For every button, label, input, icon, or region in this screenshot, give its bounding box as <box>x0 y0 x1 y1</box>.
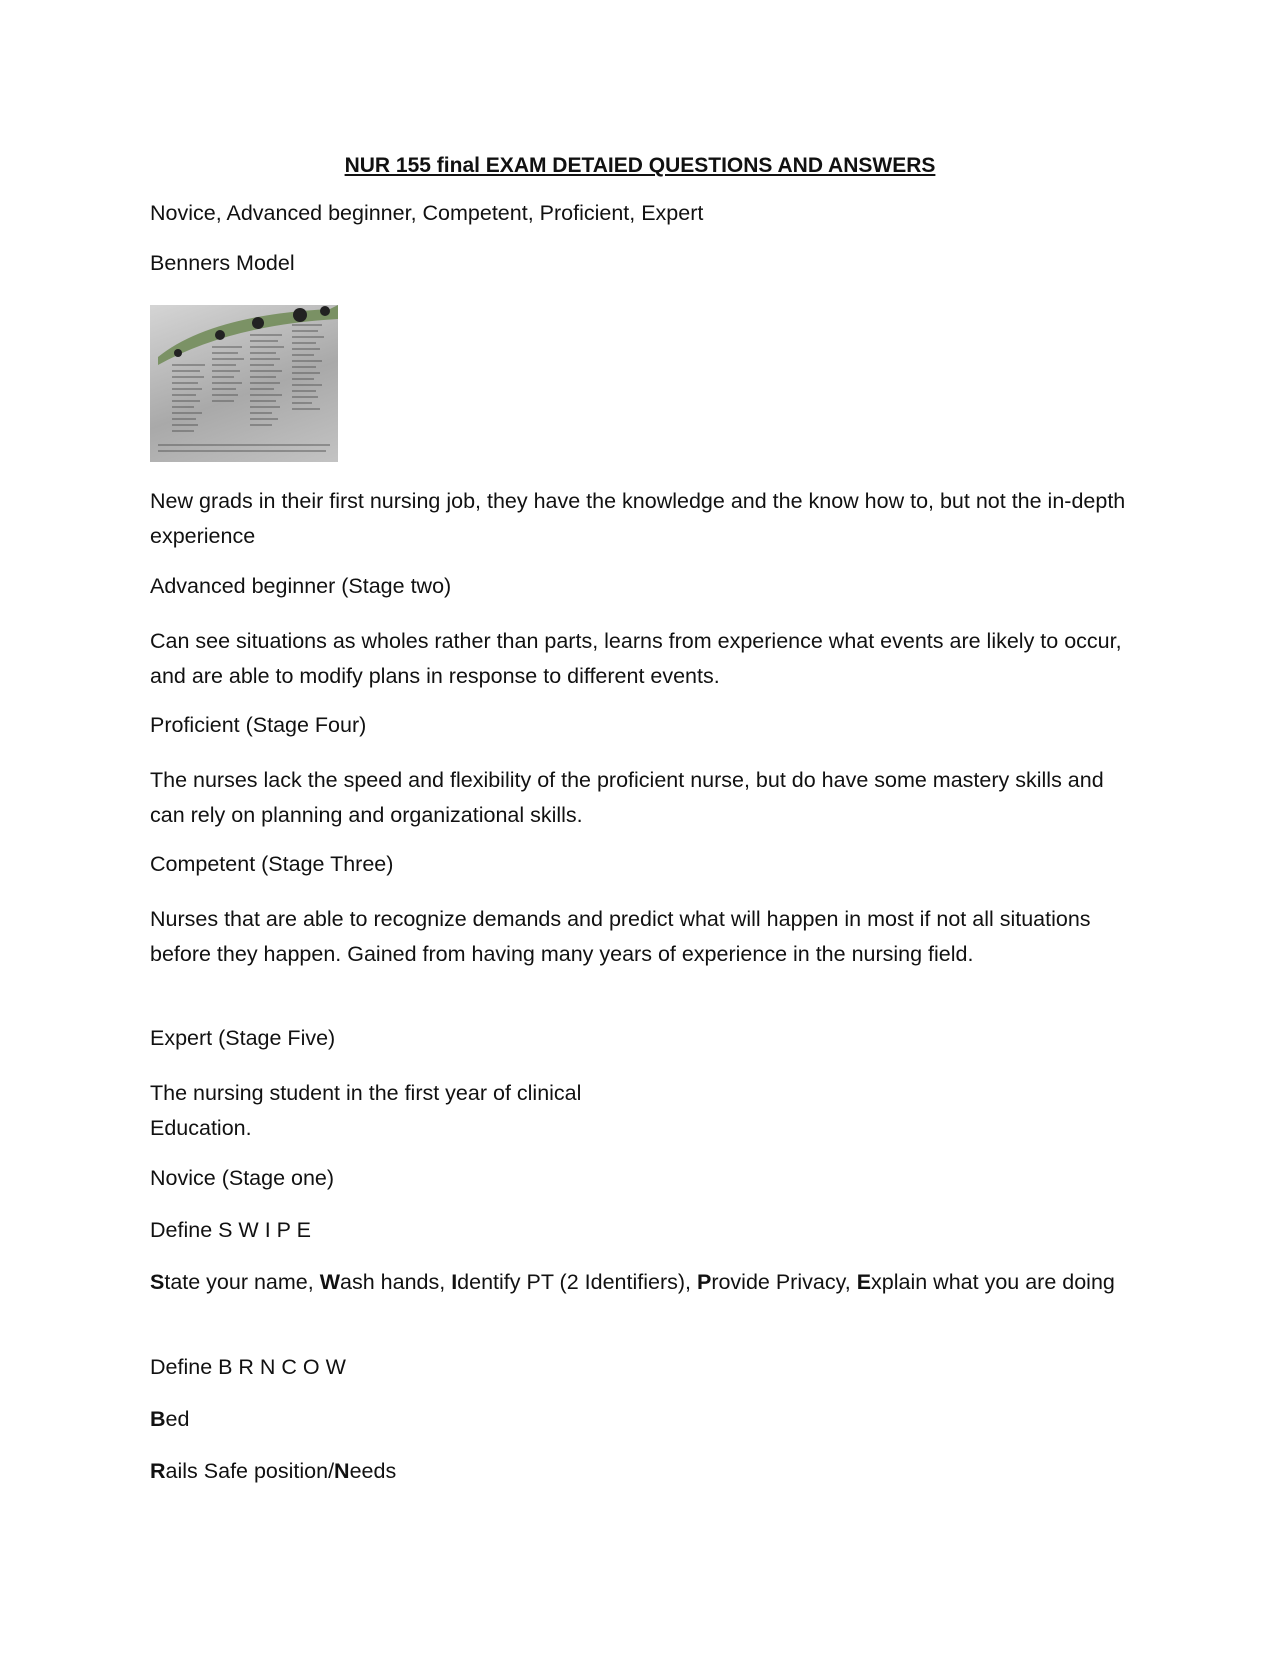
brncow-heading: Define B R N C O W <box>150 1355 346 1379</box>
swipe-heading: Define S W I P E <box>150 1218 311 1242</box>
swipe-w-rest: ash hands, <box>340 1270 452 1294</box>
swipe-e-letter: E <box>856 1270 872 1294</box>
benner-model-figure <box>150 305 338 462</box>
q5-text <box>150 1076 1140 1146</box>
benner-model-figure-drawing <box>150 305 338 462</box>
stages-list: Novice, Advanced beginner, Competent, Proficient, Expert <box>150 201 704 225</box>
brncow-n-letter: N <box>334 1459 350 1483</box>
q4-text: Nurses that are able to recognize demands and predict what will happen in most if not all situations before they happen. Gained from having many years of experience in the nursing field. <box>150 907 1091 966</box>
q5-answer: Novice (Stage one) <box>150 1166 335 1190</box>
brncow-bed <box>150 1402 1140 1437</box>
swipe-p-letter: P <box>696 1270 712 1294</box>
brncow-needs-rest: eeds <box>349 1459 397 1483</box>
brncow-b-letter: B <box>150 1407 166 1431</box>
brncow-r-letter: R <box>150 1459 166 1483</box>
model-label: Benners Model <box>150 251 295 275</box>
q4-answer: Expert (Stage Five) <box>150 1026 336 1050</box>
swipe-s-rest: tate your name, <box>164 1270 320 1294</box>
swipe-p-rest: rovide Privacy, <box>711 1270 857 1294</box>
brncow-rails-rest: ails Safe position/ <box>165 1459 335 1483</box>
swipe-i-letter: I <box>451 1270 458 1294</box>
swipe-s-letter: S <box>150 1270 165 1294</box>
swipe-w-letter: W <box>319 1270 341 1294</box>
swipe-definition <box>150 1265 1140 1300</box>
swipe-i-rest: dentify PT (2 Identifiers), <box>457 1270 697 1294</box>
q3-answer: Competent (Stage Three) <box>150 852 394 876</box>
q1-text: New grads in their first nursing job, they have the knowledge and the know how to, but not the in-depth experience <box>150 489 1126 548</box>
q1-answer: Advanced beginner (Stage two) <box>150 574 452 598</box>
q2-text: Can see situations as wholes rather than parts, learns from experience what events are likely to occur, and are able to modify plans in response to different events. <box>150 629 1122 688</box>
page-title: NUR 155 final EXAM DETAIED QUESTIONS AND ANSWERS <box>344 154 936 177</box>
brncow-rails-needs <box>150 1454 1140 1489</box>
q3-text: The nurses lack the speed and flexibility of the proficient nurse, but do have some mastery skills and can rely on planning and organizational skills. <box>150 768 1104 827</box>
q2-answer: Proficient (Stage Four) <box>150 713 367 737</box>
q5-text-line2: Education. <box>150 1116 252 1140</box>
brncow-bed-rest: ed <box>165 1407 190 1431</box>
swipe-e-rest: xplain what you are doing <box>871 1270 1115 1294</box>
q5-text-line1: The nursing student in the first year of clinical <box>150 1081 582 1105</box>
